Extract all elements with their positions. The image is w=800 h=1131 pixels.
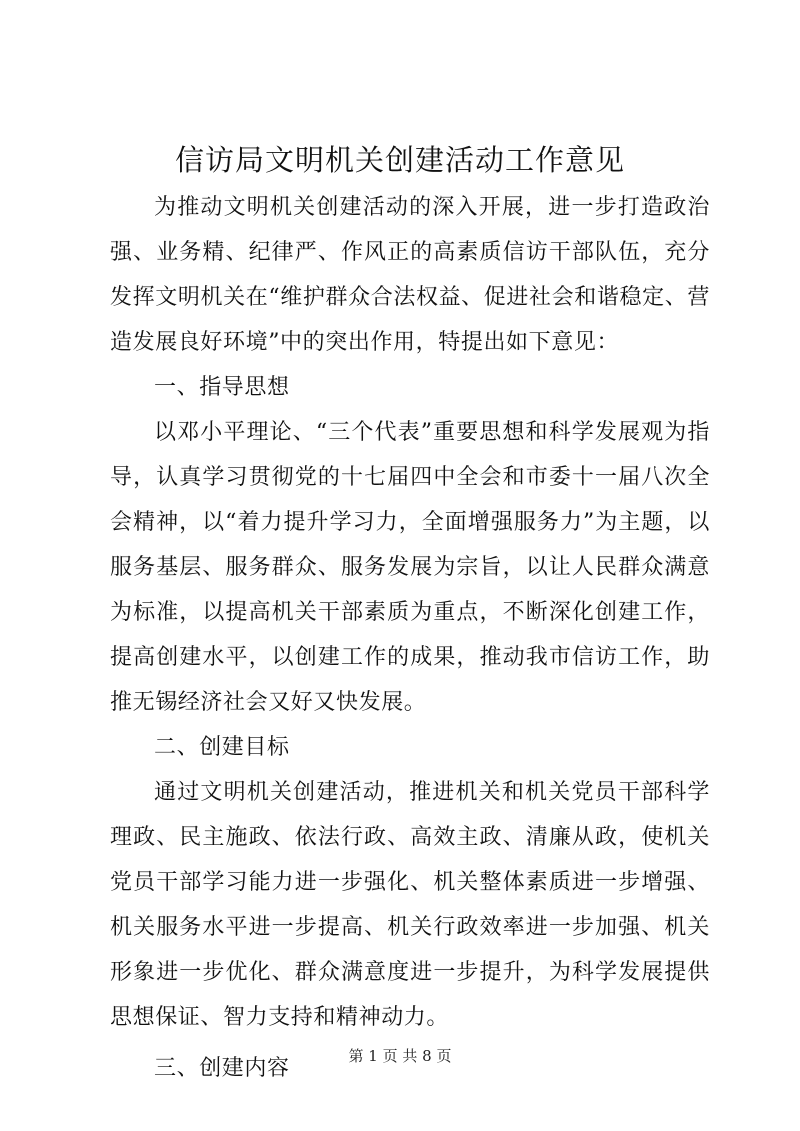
document-title: 信访局文明机关创建活动工作意见 <box>174 143 625 177</box>
section-paragraph-goals: 通过文明机关创建活动，推进机关和机关党员干部科学理政、民主施政、依法行政、高效主政、清廉从政，使机关党员干部学习能力进一步强化、机关整体素质进一步增强、机关服务水平进一步提高、机关行政效率进一步加强、机关形象进一步优化、群众满意度进一步提升，为科学发展提供思想保证、智力支持和精神动力。 <box>110 780 710 1030</box>
section-heading-goals: 二、创建目标 <box>154 735 290 760</box>
intro-paragraph: 为推动文明机关创建活动的深入开展，进一步打造政治强、业务精、纪律严、作风正的高素质信访干部队伍，充分发挥文明机关在“维护群众合法权益、促进社会和谐稳定、营造发展良好环境”中的突出作用，特提出如下意见： <box>110 195 710 355</box>
section-paragraph-guiding-thought: 以邓小平理论、“三个代表”重要思想和科学发展观为指导，认真学习贯彻党的十七届四中全会和市委十一届八次全会精神，以“着力提升学习力，全面增强服务力”为主题，以服务基层、服务群众、服务发展为宗旨，以让人民群众满意为标准，以提高机关干部素质为重点，不断深化创建工作，提高创建水平，以创建工作的成果，推动我市信访工作，助推无锡经济社会又好又快发展。 <box>110 420 710 715</box>
page-number-footer: 第 1 页 共 8 页 <box>348 1047 452 1065</box>
section-heading-guiding-thought: 一、指导思想 <box>154 375 290 400</box>
document-body <box>110 185 710 1091</box>
section-heading-content: 三、创建内容 <box>154 1056 290 1081</box>
